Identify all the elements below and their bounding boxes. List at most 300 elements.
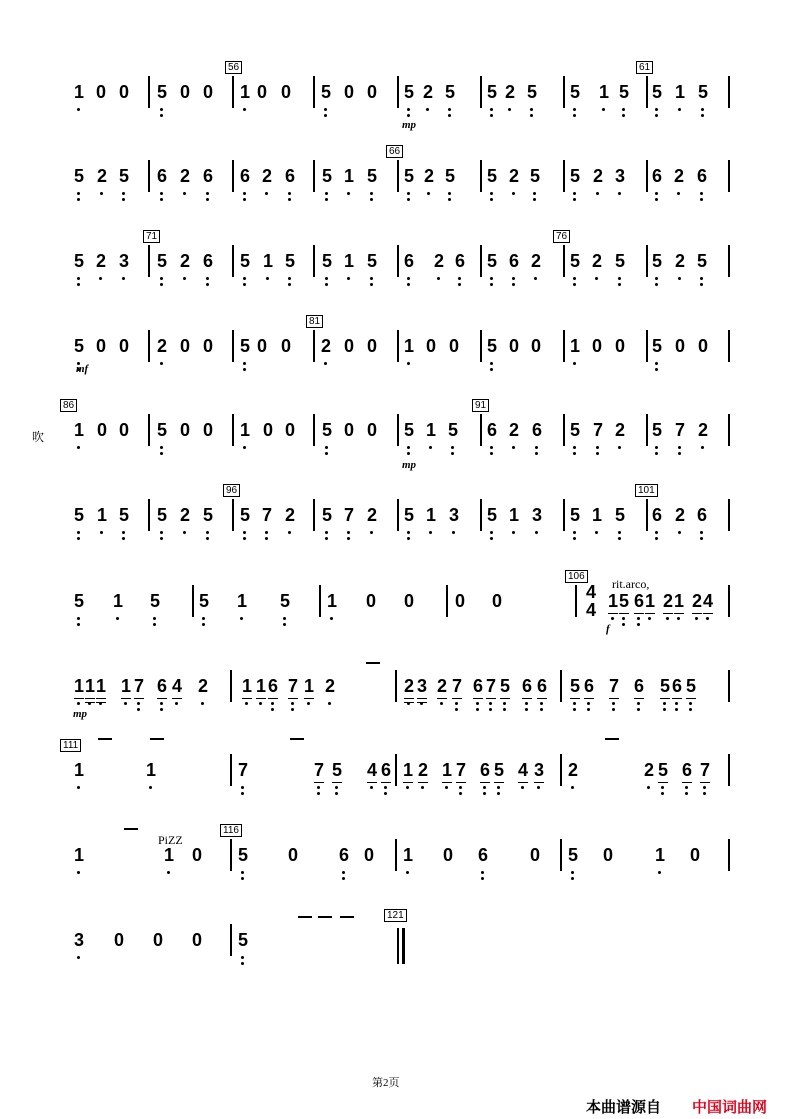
octave-dot [160, 198, 163, 201]
octave-dot [77, 537, 80, 540]
note: 6 [584, 676, 595, 696]
note: 5 [150, 591, 161, 611]
octave-dot [700, 283, 703, 286]
note: 0 [366, 591, 377, 611]
octave-dot [426, 108, 429, 111]
note: 1 [608, 591, 619, 611]
octave-dot [655, 452, 658, 455]
octave-dot [183, 192, 186, 195]
bar-line [148, 76, 150, 108]
octave-dot [122, 192, 125, 195]
octave-dot [678, 446, 681, 449]
octave-dot [637, 617, 640, 620]
note: 0 [690, 845, 701, 865]
note: 0 [592, 336, 603, 356]
octave-dot [77, 623, 80, 626]
octave-dot [407, 198, 410, 201]
score-row [0, 231, 790, 297]
octave-dot [288, 192, 291, 195]
note: 1 [426, 420, 437, 440]
note: 5 [570, 166, 581, 186]
octave-dot [288, 277, 291, 280]
note: 1 [96, 676, 107, 696]
octave-dot [384, 792, 387, 795]
octave-dot [271, 702, 274, 705]
note: 5 [652, 251, 663, 271]
octave-dot [490, 277, 493, 280]
octave-dot [490, 537, 493, 540]
note: 7 [456, 760, 467, 780]
octave-dot [370, 198, 373, 201]
bar-line [560, 754, 562, 786]
octave-dot [490, 362, 493, 365]
note: 2 [96, 251, 107, 271]
note: 6 [455, 251, 466, 271]
octave-dot [325, 531, 328, 534]
octave-dot [533, 198, 536, 201]
note: 1 [327, 591, 338, 611]
sustain-dash [150, 738, 164, 740]
note: 5 [322, 420, 333, 440]
note: 5 [652, 420, 663, 440]
octave-dot [206, 531, 209, 534]
note: 5 [660, 676, 671, 696]
note: 5 [619, 591, 630, 611]
note: 0 [119, 420, 130, 440]
bar-line [313, 160, 315, 192]
note: 6 [339, 845, 350, 865]
note: 6 [240, 166, 251, 186]
octave-dot [407, 446, 410, 449]
octave-dot [288, 531, 291, 534]
octave-dot [243, 283, 246, 286]
note: 7 [314, 760, 325, 780]
note: 0 [119, 82, 130, 102]
note: 7 [675, 420, 686, 440]
note: 2 [593, 166, 604, 186]
octave-dot [77, 786, 80, 789]
note: 1 [240, 82, 251, 102]
note: 7 [452, 676, 463, 696]
octave-dot [347, 537, 350, 540]
octave-dot [675, 708, 678, 711]
octave-dot [160, 702, 163, 705]
octave-dot [512, 277, 515, 280]
note: 5 [367, 251, 378, 271]
note: 0 [203, 82, 214, 102]
octave-dot [458, 283, 461, 286]
note: 5 [238, 930, 249, 950]
note: 2 [675, 251, 686, 271]
octave-dot [661, 792, 664, 795]
note: 1 [655, 845, 666, 865]
octave-dot [265, 531, 268, 534]
note: 0 [281, 82, 292, 102]
octave-dot [370, 786, 373, 789]
octave-dot [328, 702, 331, 705]
octave-dot [124, 702, 127, 705]
bar-line [646, 499, 648, 531]
note: 5 [487, 251, 498, 271]
note: 2 [423, 82, 434, 102]
octave-dot [512, 446, 515, 449]
note: 7 [344, 505, 355, 525]
octave-dot [243, 277, 246, 280]
note: 0 [698, 336, 709, 356]
measure-number: 121 [384, 909, 407, 922]
note: 1 [426, 505, 437, 525]
octave-dot [701, 446, 704, 449]
octave-dot [245, 702, 248, 705]
note: 0 [675, 336, 686, 356]
note: 1 [242, 676, 253, 696]
octave-dot [77, 277, 80, 280]
measure-number: 81 [306, 315, 323, 328]
note: 5 [240, 336, 251, 356]
measure-number: 61 [636, 61, 653, 74]
note: 2 [644, 760, 655, 780]
bar-line [148, 499, 150, 531]
octave-dot [655, 368, 658, 371]
octave-dot [241, 871, 244, 874]
note: 6 [634, 591, 645, 611]
note: 2 [434, 251, 445, 271]
note: 2 [325, 676, 336, 696]
note: 6 [509, 251, 520, 271]
bar-line [563, 330, 565, 362]
octave-dot [77, 871, 80, 874]
octave-dot [675, 702, 678, 705]
octave-dot [406, 871, 409, 874]
note: 2 [531, 251, 542, 271]
octave-dot [243, 531, 246, 534]
octave-dot [149, 786, 152, 789]
note: 6 [157, 676, 168, 696]
note: 1 [146, 760, 157, 780]
octave-dot [407, 452, 410, 455]
note: 6 [522, 676, 533, 696]
octave-dot [421, 786, 424, 789]
note: 1 [74, 82, 85, 102]
octave-dot [587, 708, 590, 711]
measure-number: 66 [386, 145, 403, 158]
note: 6 [473, 676, 484, 696]
note: 1 [599, 82, 610, 102]
note: 5 [157, 251, 168, 271]
score-row [0, 740, 790, 806]
octave-dot [618, 537, 621, 540]
final-bar-line [397, 928, 399, 964]
octave-dot [533, 192, 536, 195]
note: 0 [281, 336, 292, 356]
note: 5 [445, 82, 456, 102]
octave-dot [160, 362, 163, 365]
octave-dot [573, 108, 576, 111]
octave-dot [490, 192, 493, 195]
octave-dot [266, 277, 269, 280]
octave-dot [596, 452, 599, 455]
bar-line [313, 414, 315, 446]
note: 1 [404, 336, 415, 356]
note: 0 [530, 845, 541, 865]
bar-line [230, 839, 232, 871]
octave-dot [595, 531, 598, 534]
octave-dot [655, 362, 658, 365]
note: 2 [180, 166, 191, 186]
note: 0 [257, 82, 268, 102]
bar-line [148, 160, 150, 192]
note: 4 [172, 676, 183, 696]
note: 6 [203, 166, 214, 186]
octave-dot [407, 114, 410, 117]
octave-dot [490, 108, 493, 111]
octave-dot [459, 786, 462, 789]
octave-dot [241, 792, 244, 795]
note: 5 [619, 82, 630, 102]
bar-line [230, 670, 232, 702]
dynamic-mp: mp [402, 119, 417, 131]
octave-dot [655, 114, 658, 117]
octave-dot [202, 623, 205, 626]
note: 5 [74, 505, 85, 525]
note: 1 [674, 591, 685, 611]
note: 7 [593, 420, 604, 440]
note: 1 [344, 166, 355, 186]
octave-dot [525, 708, 528, 711]
octave-dot [481, 877, 484, 880]
octave-dot [370, 283, 373, 286]
octave-dot [695, 617, 698, 620]
note: 5 [652, 82, 663, 102]
sustain-dash [290, 738, 304, 740]
octave-dot [335, 792, 338, 795]
note: 0 [426, 336, 437, 356]
note: 5 [404, 420, 415, 440]
bar-line [397, 160, 399, 192]
note: 2 [404, 676, 415, 696]
bar-line [395, 754, 397, 786]
note: 1 [570, 336, 581, 356]
note: 6 [697, 505, 708, 525]
octave-dot [429, 531, 432, 534]
note: 6 [672, 676, 683, 696]
octave-dot [77, 283, 80, 286]
octave-dot [347, 192, 350, 195]
note: 7 [609, 676, 620, 696]
octave-dot [571, 877, 574, 880]
note: 3 [615, 166, 626, 186]
octave-dot [100, 192, 103, 195]
octave-dot [655, 283, 658, 286]
pizz-marking: PiZZ [158, 833, 183, 847]
note: 0 [97, 420, 108, 440]
note: 5 [494, 760, 505, 780]
bar-line [148, 414, 150, 446]
bar-line [313, 76, 315, 108]
octave-dot [259, 702, 262, 705]
octave-dot [490, 198, 493, 201]
sustain-dash [98, 738, 112, 740]
octave-dot [206, 198, 209, 201]
octave-dot [661, 786, 664, 789]
note: 5 [74, 591, 85, 611]
octave-dot [618, 446, 621, 449]
note: 2 [674, 166, 685, 186]
note: 6 [381, 760, 392, 780]
octave-dot [573, 362, 576, 365]
bar-line [646, 414, 648, 446]
source-site-link[interactable]: 中国词曲网 [692, 1099, 768, 1116]
note: 5 [157, 505, 168, 525]
measure-number: 96 [223, 484, 240, 497]
octave-dot [160, 192, 163, 195]
octave-dot [407, 702, 410, 705]
bar-line [397, 245, 399, 277]
octave-dot [407, 192, 410, 195]
note: 2 [437, 676, 448, 696]
bar-line [319, 585, 321, 617]
octave-dot [384, 786, 387, 789]
octave-dot [448, 192, 451, 195]
note: 7 [262, 505, 273, 525]
note: 5 [448, 420, 459, 440]
octave-dot [77, 192, 80, 195]
octave-dot [595, 277, 598, 280]
octave-dot [183, 277, 186, 280]
octave-dot [503, 702, 506, 705]
octave-dot [160, 108, 163, 111]
octave-dot [325, 198, 328, 201]
note: 2 [424, 166, 435, 186]
note: 0 [96, 82, 107, 102]
note: 6 [532, 420, 543, 440]
octave-dot [622, 108, 625, 111]
note: 1 [509, 505, 520, 525]
octave-dot [535, 446, 538, 449]
octave-dot [206, 283, 209, 286]
octave-dot [160, 452, 163, 455]
note: 5 [157, 420, 168, 440]
octave-dot [370, 531, 373, 534]
octave-dot [243, 198, 246, 201]
note: 5 [570, 251, 581, 271]
octave-dot [612, 708, 615, 711]
note: 4 [703, 591, 714, 611]
dynamic-mp: mp [402, 459, 417, 471]
octave-dot [77, 198, 80, 201]
note: 6 [487, 420, 498, 440]
measure-number: 101 [635, 484, 658, 497]
note: 6 [480, 760, 491, 780]
bar-line [728, 754, 730, 786]
octave-dot [618, 531, 621, 534]
note: 0 [192, 930, 203, 950]
note: 2 [663, 591, 674, 611]
note: 2 [675, 505, 686, 525]
octave-dot [437, 277, 440, 280]
note: 0 [180, 336, 191, 356]
note: 5 [615, 251, 626, 271]
note: 2 [321, 336, 332, 356]
octave-dot [429, 446, 432, 449]
octave-dot [573, 114, 576, 117]
note: 6 [203, 251, 214, 271]
bar-line [646, 330, 648, 362]
octave-dot [153, 617, 156, 620]
note: 0 [96, 336, 107, 356]
note: 2 [592, 251, 603, 271]
note: 1 [403, 760, 414, 780]
octave-dot [622, 114, 625, 117]
note: 7 [288, 676, 299, 696]
bar-line [232, 76, 234, 108]
octave-dot [573, 446, 576, 449]
bar-line [563, 414, 565, 446]
octave-dot [655, 192, 658, 195]
note: 0 [344, 336, 355, 356]
note: 6 [157, 166, 168, 186]
octave-dot [535, 531, 538, 534]
bar-line [563, 245, 565, 277]
bar-line [728, 585, 730, 617]
note: 2 [97, 166, 108, 186]
bar-line [480, 330, 482, 362]
octave-dot [703, 792, 706, 795]
octave-dot [596, 192, 599, 195]
note: 5 [487, 336, 498, 356]
octave-dot [618, 277, 621, 280]
note: 5 [203, 505, 214, 525]
octave-dot [571, 871, 574, 874]
octave-dot [116, 617, 119, 620]
dynamic-mp: mp [73, 708, 88, 720]
note: 1 [403, 845, 414, 865]
octave-dot [167, 871, 170, 874]
octave-dot [637, 623, 640, 626]
bar-line [563, 76, 565, 108]
measure-number: 86 [60, 399, 77, 412]
note: 0 [509, 336, 520, 356]
octave-dot [490, 283, 493, 286]
note: 5 [199, 591, 210, 611]
octave-dot [325, 283, 328, 286]
octave-dot [700, 277, 703, 280]
octave-dot [335, 786, 338, 789]
note: 5 [568, 845, 579, 865]
octave-dot [618, 192, 621, 195]
bar-line [575, 585, 577, 617]
octave-dot [317, 792, 320, 795]
note: 1 [256, 676, 267, 696]
octave-dot [160, 283, 163, 286]
octave-dot [324, 362, 327, 365]
note: 2 [418, 760, 429, 780]
octave-dot [573, 531, 576, 534]
note: 1 [85, 676, 96, 696]
octave-dot [700, 531, 703, 534]
note: 0 [119, 336, 130, 356]
measure-number: 111 [60, 739, 81, 752]
note: 7 [134, 676, 145, 696]
dynamic-mf: mf [76, 363, 89, 375]
note: 0 [367, 420, 378, 440]
note: 3 [417, 676, 428, 696]
score-row [0, 571, 790, 637]
bar-line [313, 499, 315, 531]
octave-dot [451, 452, 454, 455]
octave-dot [243, 108, 246, 111]
note: 0 [114, 930, 125, 950]
